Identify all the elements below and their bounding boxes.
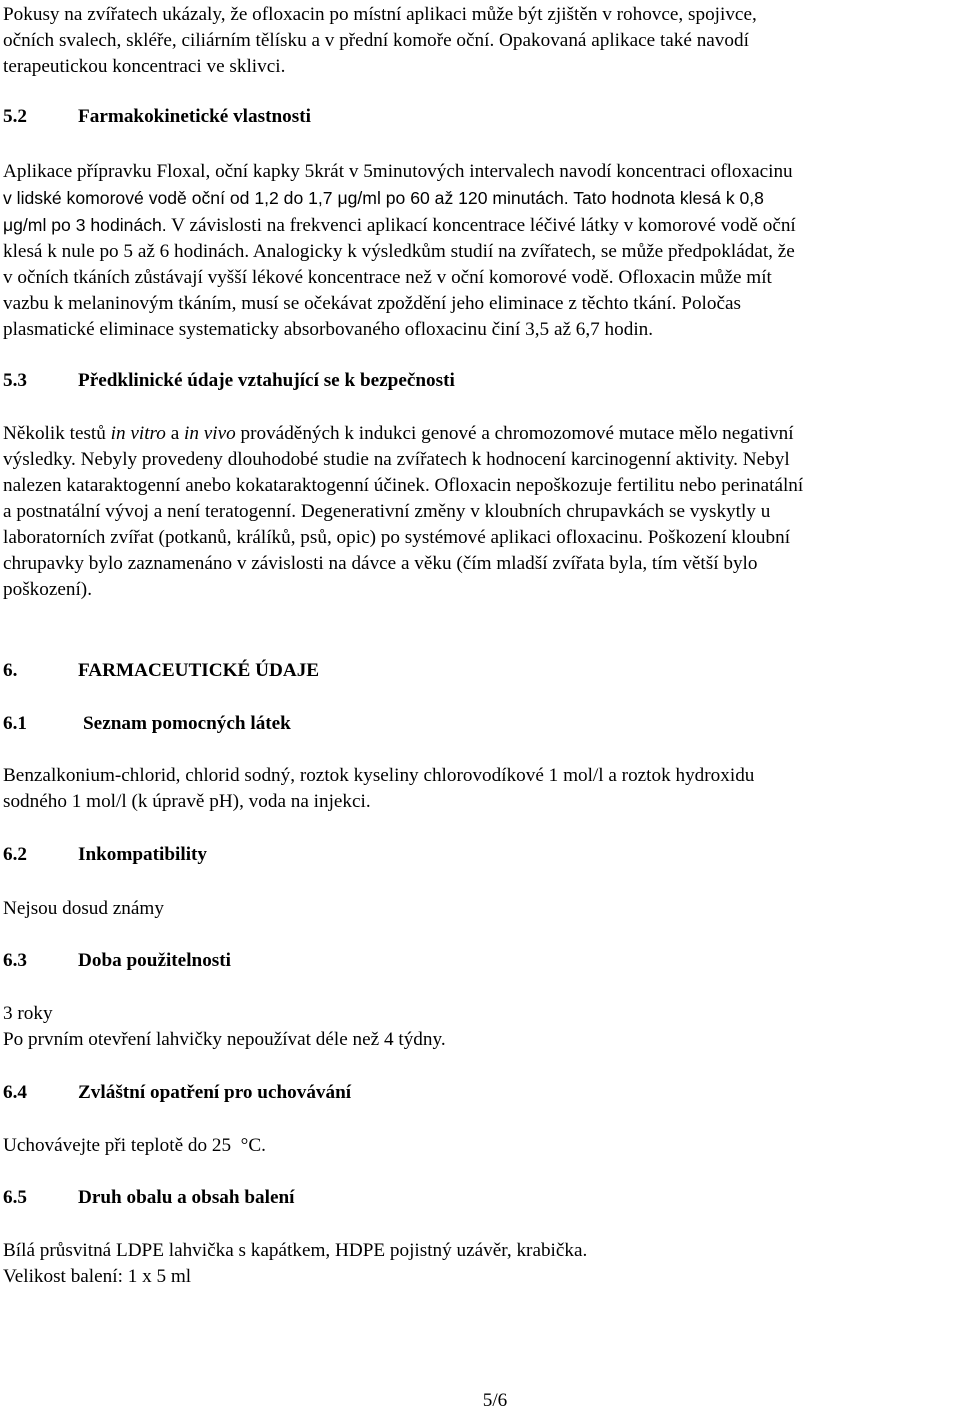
section-heading-6-4 bbox=[3, 1080, 351, 1106]
section-heading-6-1 bbox=[3, 711, 291, 737]
section-title: Zvláštní opatření pro uchovávání bbox=[78, 1082, 352, 1103]
line-part: v lidské komorové vodě oční od 1,2 do 1,7 μg/ml po 60 až 120 minutách. bbox=[3, 188, 569, 208]
line-part-italic: in vitro bbox=[110, 423, 166, 444]
storage-text: Uchovávejte při teplotě do 25 °C. bbox=[3, 1135, 266, 1156]
section-title: Doba použitelnosti bbox=[78, 950, 231, 971]
section-number: 6.1 bbox=[3, 713, 27, 734]
section-heading-5-3 bbox=[3, 368, 455, 394]
paragraph-line bbox=[3, 212, 796, 239]
line-part: μg/ml po 3 hodinách. bbox=[3, 215, 167, 235]
excipients-paragraph bbox=[3, 763, 754, 815]
intro-paragraph bbox=[3, 2, 757, 80]
paragraph-line bbox=[3, 185, 796, 212]
section-title: Druh obalu a obsah balení bbox=[78, 1187, 295, 1208]
section-title: FARMACEUTICKÉ ÚDAJE bbox=[78, 660, 320, 681]
paragraph-line: poškození). bbox=[3, 579, 92, 600]
page-number: 5/6 bbox=[482, 1390, 508, 1411]
preclinical-paragraph bbox=[3, 421, 803, 603]
paragraph-line: Bílá průsvitná LDPE lahvička s kapátkem, HDPE pojistný uzávěr, krabička. bbox=[3, 1240, 588, 1261]
section-heading-6 bbox=[3, 658, 319, 684]
section-number: 6.4 bbox=[3, 1082, 27, 1103]
line-part: vazbu k melaninovým tkáním, musí se očekávat zpoždění jeho eliminace z těchto tkání. bbox=[3, 293, 677, 314]
paragraph-line: sodného 1 mol/l (k úpravě pH), voda na injekci. bbox=[3, 791, 371, 812]
section-number: 6. bbox=[3, 660, 18, 681]
paragraph-line: Velikost balení: 1 x 5 ml bbox=[3, 1266, 192, 1287]
paragraph-line: nalezen kataraktogenní anebo kokataraktogenní účinek. Ofloxacin nepoškozuje fertilitu nebo perinatální bbox=[3, 475, 804, 496]
paragraph-line bbox=[3, 265, 796, 291]
section-title: Seznam pomocných látek bbox=[83, 713, 291, 734]
section-title: Inkompatibility bbox=[78, 844, 208, 865]
paragraph-line: laboratorních zvířat (potkanů, králíků, psů, opic) po systémové aplikaci ofloxacinu. Poškození kloubní bbox=[3, 527, 791, 548]
line-part: klesá k nule po 5 až 6 hodinách. bbox=[3, 241, 250, 262]
line-part: V závislosti na frekvenci aplikací koncentrace léčivé látky v komorové vodě oční bbox=[166, 215, 796, 236]
section-title: Farmakokinetické vlastnosti bbox=[78, 106, 311, 127]
packaging-paragraph bbox=[3, 1238, 587, 1290]
shelf-life-paragraph bbox=[3, 1001, 446, 1053]
line-part: Několik testů bbox=[3, 423, 111, 444]
intro-line: terapeutickou koncentraci ve sklivci. bbox=[3, 56, 286, 77]
section-number: 6.5 bbox=[3, 1187, 27, 1208]
incompatibilities-text: Nejsou dosud známy bbox=[3, 898, 164, 919]
line-part: Poločas bbox=[676, 293, 741, 314]
paragraph-line bbox=[3, 421, 803, 447]
paragraph-line: Benzalkonium-chlorid, chlorid sodný, roztok kyseliny chlorovodíkové 1 mol/l a roztok hydroxidu bbox=[3, 765, 755, 786]
section-number: 5.2 bbox=[3, 106, 27, 127]
paragraph-line: chrupavky bylo zaznamenáno v závislosti na dávce a věku (čím mladší zvířata byla, tím větší bylo bbox=[3, 553, 758, 574]
paragraph-line: Aplikace přípravku Floxal, oční kapky 5krát v 5minutových intervalech navodí koncentraci ofloxacinu bbox=[3, 161, 793, 182]
paragraph-line: výsledky. Nebyly provedeny dlouhodobé studie na zvířatech k hodnocení karcinogenní aktivity. Nebyl bbox=[3, 449, 790, 470]
intro-line: očních svalech, skléře, ciliárním tělísku a v přední komoře oční. Opakovaná aplikace také navodí bbox=[3, 30, 749, 51]
paragraph-line bbox=[3, 239, 796, 265]
paragraph-line: a postnatální vývoj a není teratogenní. Degenerativní změny v kloubních chrupavkách se vyskytly u bbox=[3, 501, 771, 522]
line-part: Analogicky k výsledkům studií na zvířatech, se může předpokládat, že bbox=[249, 241, 795, 262]
line-part-italic: in vivo bbox=[184, 423, 236, 444]
line-part: prováděných k indukci genové a chromozomové mutace mělo negativní bbox=[235, 423, 794, 444]
section-number: 6.3 bbox=[3, 950, 27, 971]
section-heading-6-2 bbox=[3, 842, 207, 868]
line-part: a bbox=[165, 423, 185, 444]
paragraph-line: Po prvním otevření lahvičky nepoužívat déle než 4 týdny. bbox=[3, 1029, 446, 1050]
line-part: Ofloxacin může mít bbox=[613, 267, 772, 288]
paragraph-line: 3 roky bbox=[3, 1003, 53, 1024]
section-heading-6-5 bbox=[3, 1185, 294, 1211]
section-heading-5-2 bbox=[3, 104, 311, 130]
section-title: Předklinické údaje vztahující se k bezpečnosti bbox=[78, 370, 455, 391]
line-part: v očních tkáních zůstávají vyšší lékové koncentrace než v oční komorové vodě. bbox=[3, 267, 614, 288]
line-part: Tato hodnota klesá k 0,8 bbox=[568, 188, 764, 208]
section-number: 6.2 bbox=[3, 844, 27, 865]
paragraph-line bbox=[3, 291, 796, 317]
pharmacokinetics-paragraph bbox=[3, 159, 796, 343]
intro-line: Pokusy na zvířatech ukázaly, že ofloxacin po místní aplikaci může být zjištěn v rohovce, spojivce, bbox=[3, 4, 757, 25]
section-number: 5.3 bbox=[3, 370, 27, 391]
paragraph-line: plasmatické eliminace systematicky absorbovaného ofloxacinu činí 3,5 až 6,7 hodin. bbox=[3, 319, 654, 340]
section-heading-6-3 bbox=[3, 948, 231, 974]
